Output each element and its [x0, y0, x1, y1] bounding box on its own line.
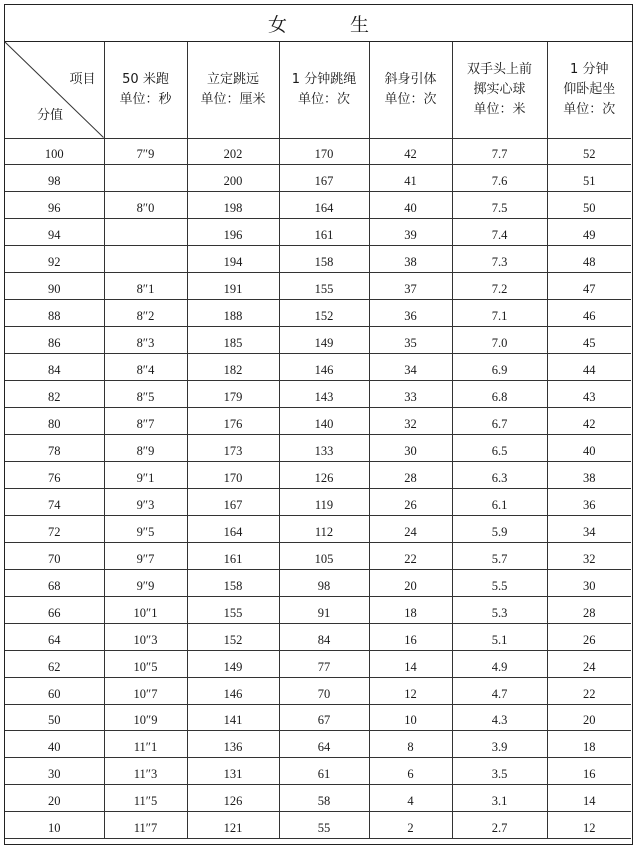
value-cell: 152 [279, 300, 369, 327]
value-cell: 8″0 [104, 192, 187, 219]
value-cell: 7.4 [452, 219, 547, 246]
value-cell: 38 [547, 461, 631, 488]
value-cell: 155 [279, 273, 369, 300]
value-cell: 6.3 [452, 461, 547, 488]
value-cell: 200 [187, 165, 279, 192]
value-cell: 45 [547, 327, 631, 354]
value-cell: 10″3 [104, 623, 187, 650]
value-cell: 46 [547, 300, 631, 327]
value-cell: 176 [187, 408, 279, 435]
value-cell: 35 [369, 327, 452, 354]
score-cell: 20 [5, 785, 104, 812]
score-table [5, 42, 631, 839]
column-header-5 [452, 42, 547, 138]
column-header-line: 单位：秒 [119, 91, 172, 107]
value-cell: 7.3 [452, 246, 547, 273]
value-cell: 47 [547, 273, 631, 300]
value-cell: 28 [369, 461, 452, 488]
value-cell: 42 [547, 408, 631, 435]
column-header-line: 单位：次 [563, 101, 616, 117]
column-header-line: 1 分钟跳绳 [291, 71, 357, 87]
value-cell: 36 [369, 300, 452, 327]
value-cell: 196 [187, 219, 279, 246]
value-cell: 11″1 [104, 731, 187, 758]
value-cell: 32 [369, 408, 452, 435]
value-cell: 7.6 [452, 165, 547, 192]
value-cell: 105 [279, 542, 369, 569]
value-cell: 16 [369, 623, 452, 650]
score-cell: 96 [5, 192, 104, 219]
table-row [5, 408, 631, 435]
value-cell: 10 [369, 704, 452, 731]
score-cell: 98 [5, 165, 104, 192]
value-cell: 6 [369, 758, 452, 785]
value-cell: 10″7 [104, 677, 187, 704]
value-cell: 20 [547, 704, 631, 731]
score-cell: 40 [5, 731, 104, 758]
table-row [5, 542, 631, 569]
value-cell: 40 [369, 192, 452, 219]
score-cell: 74 [5, 488, 104, 515]
table-row [5, 785, 631, 812]
value-cell: 48 [547, 246, 631, 273]
score-cell: 50 [5, 704, 104, 731]
score-cell: 88 [5, 300, 104, 327]
value-cell: 28 [547, 596, 631, 623]
value-cell: 140 [279, 408, 369, 435]
value-cell: 3.1 [452, 785, 547, 812]
value-cell: 198 [187, 192, 279, 219]
value-cell: 126 [187, 785, 279, 812]
value-cell: 18 [547, 731, 631, 758]
value-cell: 4.3 [452, 704, 547, 731]
table-row [5, 488, 631, 515]
value-cell: 112 [279, 515, 369, 542]
score-cell: 66 [5, 596, 104, 623]
score-cell: 70 [5, 542, 104, 569]
value-cell: 155 [187, 596, 279, 623]
value-cell: 7.5 [452, 192, 547, 219]
value-cell: 10″5 [104, 650, 187, 677]
value-cell: 143 [279, 381, 369, 408]
value-cell: 4 [369, 785, 452, 812]
column-header-line: 单位：次 [297, 91, 350, 107]
column-header-6 [547, 42, 631, 138]
score-cell: 30 [5, 758, 104, 785]
corner-item-label: 项目 [69, 72, 96, 87]
value-cell: 37 [369, 273, 452, 300]
table-row [5, 354, 631, 381]
value-cell: 170 [279, 138, 369, 165]
value-cell: 43 [547, 381, 631, 408]
table-header [5, 42, 631, 138]
value-cell: 26 [547, 623, 631, 650]
value-cell: 6.8 [452, 381, 547, 408]
column-header-2 [187, 42, 279, 138]
value-cell: 167 [187, 488, 279, 515]
value-cell: 7″9 [104, 138, 187, 165]
table-row [5, 731, 631, 758]
value-cell: 33 [369, 381, 452, 408]
table-row [5, 273, 631, 300]
value-cell: 136 [187, 731, 279, 758]
score-cell: 94 [5, 219, 104, 246]
value-cell: 6.7 [452, 408, 547, 435]
value-cell: 44 [547, 354, 631, 381]
score-cell: 62 [5, 650, 104, 677]
score-cell: 90 [5, 273, 104, 300]
table-row [5, 596, 631, 623]
value-cell: 8″5 [104, 381, 187, 408]
value-cell: 182 [187, 354, 279, 381]
value-cell: 84 [279, 623, 369, 650]
value-cell: 70 [279, 677, 369, 704]
table-row [5, 300, 631, 327]
value-cell: 11″5 [104, 785, 187, 812]
table-row [5, 461, 631, 488]
value-cell: 179 [187, 381, 279, 408]
value-cell: 52 [547, 138, 631, 165]
value-cell: 40 [547, 434, 631, 461]
column-header-4 [369, 42, 452, 138]
column-header-line: 单位：米 [473, 101, 526, 117]
value-cell: 38 [369, 246, 452, 273]
score-cell: 92 [5, 246, 104, 273]
value-cell: 2.7 [452, 812, 547, 839]
table-row [5, 812, 631, 839]
score-cell: 72 [5, 515, 104, 542]
value-cell: 149 [187, 650, 279, 677]
score-cell: 78 [5, 434, 104, 461]
column-header-line: 50 米跑 [122, 71, 169, 87]
value-cell: 119 [279, 488, 369, 515]
score-cell: 100 [5, 138, 104, 165]
score-cell: 10 [5, 812, 104, 839]
value-cell: 8″1 [104, 273, 187, 300]
value-cell: 11″7 [104, 812, 187, 839]
column-header-line: 单位：次 [384, 91, 437, 107]
table-row [5, 650, 631, 677]
value-cell: 9″7 [104, 542, 187, 569]
value-cell: 131 [187, 758, 279, 785]
value-cell: 67 [279, 704, 369, 731]
table-row [5, 569, 631, 596]
value-cell: 24 [369, 515, 452, 542]
score-sheet [4, 4, 633, 845]
value-cell: 152 [187, 623, 279, 650]
table-row [5, 165, 631, 192]
value-cell: 34 [547, 515, 631, 542]
value-cell: 6.9 [452, 354, 547, 381]
value-cell: 8″7 [104, 408, 187, 435]
table-row [5, 704, 631, 731]
value-cell: 9″9 [104, 569, 187, 596]
value-cell: 149 [279, 327, 369, 354]
column-header-3 [279, 42, 369, 138]
value-cell: 10″9 [104, 704, 187, 731]
value-cell: 121 [187, 812, 279, 839]
value-cell: 9″3 [104, 488, 187, 515]
value-cell: 2 [369, 812, 452, 839]
value-cell: 42 [369, 138, 452, 165]
column-header-line: 单位：厘米 [200, 91, 266, 107]
value-cell: 8″9 [104, 434, 187, 461]
value-cell: 61 [279, 758, 369, 785]
value-cell: 14 [547, 785, 631, 812]
value-cell: 22 [369, 542, 452, 569]
value-cell: 20 [369, 569, 452, 596]
value-cell: 12 [369, 677, 452, 704]
value-cell: 185 [187, 327, 279, 354]
score-cell: 68 [5, 569, 104, 596]
score-cell: 82 [5, 381, 104, 408]
value-cell: 164 [279, 192, 369, 219]
value-cell: 8 [369, 731, 452, 758]
value-cell: 98 [279, 569, 369, 596]
value-cell: 30 [547, 569, 631, 596]
value-cell: 146 [187, 677, 279, 704]
value-cell: 8″4 [104, 354, 187, 381]
value-cell: 194 [187, 246, 279, 273]
value-cell: 64 [279, 731, 369, 758]
value-cell: 146 [279, 354, 369, 381]
table-row [5, 434, 631, 461]
table-body [5, 138, 631, 839]
value-cell: 32 [547, 542, 631, 569]
value-cell: 5.3 [452, 596, 547, 623]
value-cell: 5.9 [452, 515, 547, 542]
value-cell: 173 [187, 434, 279, 461]
value-cell: 158 [279, 246, 369, 273]
score-cell: 86 [5, 327, 104, 354]
column-header-line: 双手头上前 [466, 61, 532, 77]
table-row [5, 758, 631, 785]
value-cell: 6.5 [452, 434, 547, 461]
value-cell: 26 [369, 488, 452, 515]
value-cell: 58 [279, 785, 369, 812]
value-cell: 91 [279, 596, 369, 623]
value-cell: 7.2 [452, 273, 547, 300]
value-cell: 7.1 [452, 300, 547, 327]
score-cell: 60 [5, 677, 104, 704]
value-cell: 50 [547, 192, 631, 219]
column-header-line: 立定跳远 [206, 71, 259, 87]
table-row [5, 623, 631, 650]
value-cell: 9″5 [104, 515, 187, 542]
value-cell: 14 [369, 650, 452, 677]
value-cell [104, 246, 187, 273]
value-cell: 51 [547, 165, 631, 192]
value-cell: 55 [279, 812, 369, 839]
value-cell: 3.9 [452, 731, 547, 758]
value-cell: 41 [369, 165, 452, 192]
value-cell: 6.1 [452, 488, 547, 515]
column-header-line: 斜身引体 [384, 71, 437, 87]
value-cell: 22 [547, 677, 631, 704]
value-cell: 10″1 [104, 596, 187, 623]
value-cell: 188 [187, 300, 279, 327]
score-cell: 80 [5, 408, 104, 435]
value-cell: 126 [279, 461, 369, 488]
value-cell: 133 [279, 434, 369, 461]
value-cell: 9″1 [104, 461, 187, 488]
value-cell: 36 [547, 488, 631, 515]
table-row [5, 192, 631, 219]
value-cell: 8″3 [104, 327, 187, 354]
table-row [5, 327, 631, 354]
value-cell [104, 219, 187, 246]
value-cell: 34 [369, 354, 452, 381]
value-cell: 7.7 [452, 138, 547, 165]
table-row [5, 515, 631, 542]
value-cell: 77 [279, 650, 369, 677]
value-cell: 161 [187, 542, 279, 569]
value-cell: 5.7 [452, 542, 547, 569]
value-cell: 167 [279, 165, 369, 192]
value-cell: 164 [187, 515, 279, 542]
value-cell: 8″2 [104, 300, 187, 327]
column-header-line: 仰卧起坐 [563, 81, 616, 97]
column-header-line: 掷实心球 [473, 81, 526, 97]
value-cell: 4.7 [452, 677, 547, 704]
score-cell: 84 [5, 354, 104, 381]
value-cell: 39 [369, 219, 452, 246]
value-cell: 24 [547, 650, 631, 677]
value-cell: 158 [187, 569, 279, 596]
value-cell: 5.1 [452, 623, 547, 650]
table-row [5, 219, 631, 246]
value-cell: 11″3 [104, 758, 187, 785]
table-row [5, 138, 631, 165]
value-cell: 49 [547, 219, 631, 246]
value-cell: 141 [187, 704, 279, 731]
corner-score-label: 分值 [37, 107, 64, 123]
value-cell: 18 [369, 596, 452, 623]
value-cell: 7.0 [452, 327, 547, 354]
value-cell: 191 [187, 273, 279, 300]
value-cell: 161 [279, 219, 369, 246]
value-cell: 12 [547, 812, 631, 839]
column-header-line: 1 分钟 [570, 61, 609, 77]
value-cell [104, 165, 187, 192]
table-title: 女 生 [5, 5, 632, 42]
score-cell: 76 [5, 461, 104, 488]
value-cell: 202 [187, 138, 279, 165]
value-cell: 16 [547, 758, 631, 785]
value-cell: 4.9 [452, 650, 547, 677]
table-row [5, 246, 631, 273]
value-cell: 3.5 [452, 758, 547, 785]
value-cell: 30 [369, 434, 452, 461]
score-cell: 64 [5, 623, 104, 650]
table-row [5, 381, 631, 408]
table-row [5, 677, 631, 704]
value-cell: 170 [187, 461, 279, 488]
column-header-1 [104, 42, 187, 138]
corner-header [5, 42, 104, 138]
value-cell: 5.5 [452, 569, 547, 596]
